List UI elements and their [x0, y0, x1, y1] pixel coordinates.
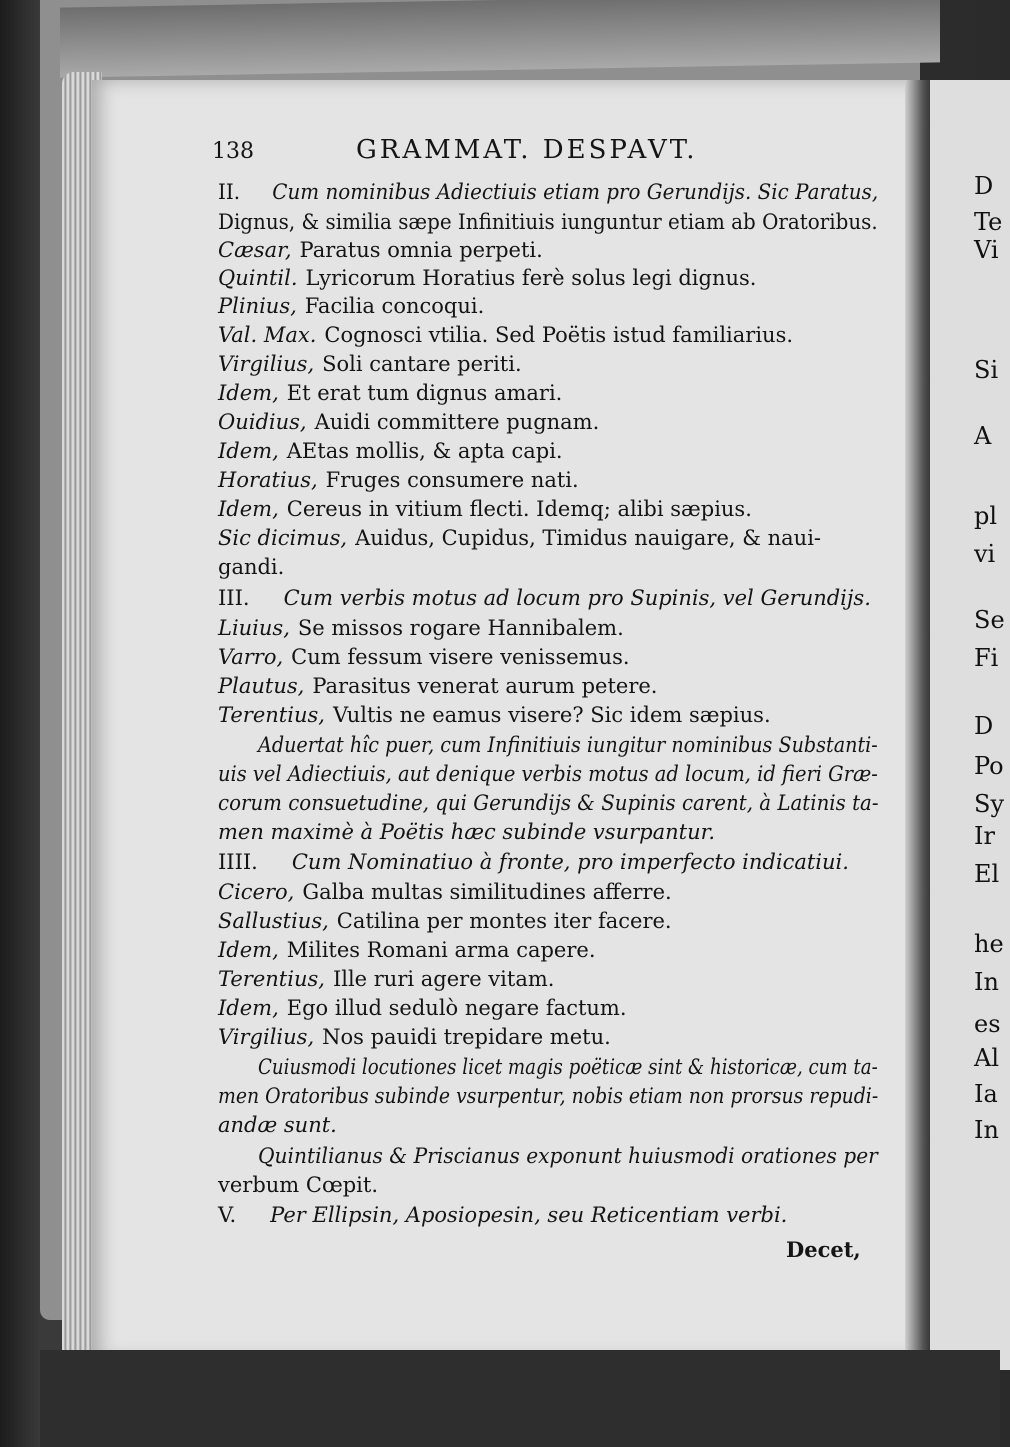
line-text: Parasitus venerat aurum petere. [312, 674, 658, 698]
right-page-fragment: pl [974, 502, 998, 530]
text-line [218, 762, 878, 786]
line-lead: Idem, [218, 497, 279, 521]
text-line [218, 967, 554, 991]
text-line [218, 439, 563, 463]
right-page-fragment: Se [974, 606, 1005, 634]
line-text: men maximè à Poëtis hæc subinde vsurpantur. [218, 820, 715, 844]
line-text: Cognosci vtilia. Sed Poëtis istud familiarius. [324, 323, 794, 347]
line-lead: Idem, [218, 439, 279, 463]
line-lead: Val. Max. [218, 323, 317, 347]
right-page-fragment: Ia [974, 1080, 998, 1108]
text-line [218, 497, 752, 521]
text-line [218, 555, 284, 579]
line-lead: Horatius, [218, 468, 318, 492]
text-line [218, 323, 793, 347]
line-text: Et erat tum dignus amari. [286, 381, 563, 405]
line-text: andæ sunt. [218, 1113, 337, 1137]
text-line [218, 180, 878, 204]
catchword: Decet, [786, 1237, 861, 1262]
running-title: GRAMMAT. DESPAVT. [356, 135, 698, 165]
page-number: 138 [212, 139, 254, 164]
text-line [218, 616, 624, 640]
line-text: Milites Romani arma capere. [286, 938, 596, 962]
line-lead: Sallustius, [218, 909, 329, 933]
text-line [218, 1113, 337, 1137]
text-line [218, 791, 879, 815]
text-line [218, 526, 821, 550]
line-lead: V. [218, 1203, 237, 1227]
right-page-fragment: vi [974, 540, 996, 568]
bottom-shadow [40, 1350, 1000, 1447]
line-text: Facilia concoqui. [304, 294, 485, 318]
line-text: Ille ruri agere vitam. [332, 967, 555, 991]
line-text: Cum nominibus Adiectiuis etiam pro Gerundijs. Sic Paratus, [272, 180, 879, 204]
right-page-edge [930, 80, 1010, 1370]
right-page-fragment: Al [974, 1044, 1000, 1072]
right-page-fragment: Te [974, 208, 1003, 236]
right-page-fragment: In [974, 1116, 999, 1144]
text-line [218, 938, 596, 962]
text-line [218, 703, 771, 727]
line-text: Auidi committere pugnam. [314, 410, 600, 434]
text-line [218, 586, 871, 610]
line-lead: Plautus, [218, 674, 305, 698]
line-text: verbum Cœpit. [218, 1173, 378, 1197]
line-lead: Virgilius, [218, 1025, 315, 1049]
line-text: AEtas mollis, & apta capi. [286, 439, 563, 463]
line-lead: Plinius, [218, 294, 297, 318]
right-page-fragment: D [974, 712, 994, 740]
right-page-fragment: Si [974, 356, 999, 384]
line-lead: IIII. [218, 850, 258, 874]
text-line [218, 238, 543, 262]
right-page-fragment: Sy [974, 790, 1004, 818]
text-line [218, 674, 657, 698]
line-text: men Oratoribus subinde vsurpentur, nobis etiam non prorsus repudi- [218, 1084, 879, 1108]
right-page-fragment: Fi [974, 644, 999, 672]
text-line [218, 1203, 787, 1227]
right-page-fragment: he [974, 930, 1004, 958]
text-line [218, 410, 599, 434]
line-text: Galba multas similitudines afferre. [302, 880, 672, 904]
line-text: Cum fessum visere venissemus. [291, 645, 630, 669]
line-text: Ego illud sedulò negare factum. [286, 996, 627, 1020]
line-text: Quintilianus & Priscianus exponunt huiusmodi orationes per [258, 1144, 878, 1168]
text-line [218, 1084, 878, 1108]
line-lead: Cicero, [218, 880, 295, 904]
line-text: Dignus, & similia sæpe Infinitiuis iunguntur etiam ab Oratoribus. [218, 210, 878, 234]
line-text: Catilina per montes iter facere. [336, 909, 672, 933]
text-line [218, 880, 672, 904]
right-page-fragment: es [974, 1010, 1001, 1038]
right-page-fragment: In [974, 968, 999, 996]
line-text: Vultis ne eamus visere? Sic idem sæpius. [332, 703, 771, 727]
text-line [218, 352, 522, 376]
line-lead: Terentius, [218, 967, 325, 991]
text-line [218, 294, 484, 318]
line-lead: Liuius, [218, 616, 290, 640]
text-line [218, 645, 630, 669]
line-text: uis vel Adiectiuis, aut denique verbis motus ad locum, id fieri Græ- [218, 762, 878, 786]
text-line [218, 266, 756, 290]
right-page-fragment: A [974, 422, 992, 450]
line-text: Cum Nominatiuo à fronte, pro imperfecto indicatiui. [291, 850, 849, 874]
text-line [218, 996, 627, 1020]
line-text: Paratus omnia perpeti. [299, 238, 543, 262]
text-line [218, 210, 878, 234]
line-text: Fruges consumere nati. [325, 468, 579, 492]
line-lead: II. [218, 180, 241, 204]
line-lead: Ouidius, [218, 410, 307, 434]
line-text: Soli cantare periti. [322, 352, 522, 376]
right-page-fragment: D [974, 172, 994, 200]
text-line [218, 1025, 611, 1049]
text-line [258, 1144, 878, 1168]
line-lead: Quintil. [218, 266, 298, 290]
text-line [218, 820, 715, 844]
line-text: Per Ellipsin, Aposiopesin, seu Reticentiam verbi. [270, 1203, 788, 1227]
line-lead: III. [218, 586, 250, 610]
line-lead: Idem, [218, 996, 279, 1020]
line-text: Cum verbis motus ad locum pro Supinis, vel Gerundijs. [283, 586, 871, 610]
text-line [218, 1173, 378, 1197]
line-lead: Terentius, [218, 703, 325, 727]
line-lead: Virgilius, [218, 352, 315, 376]
text-line [218, 909, 672, 933]
line-text: Nos pauidi trepidare metu. [322, 1025, 611, 1049]
text-line [258, 733, 878, 757]
right-page-fragment: Ir [974, 822, 995, 850]
text-line [218, 381, 562, 405]
line-lead: Sic dicimus, [218, 526, 348, 550]
right-page-fragment: Vi [974, 236, 999, 264]
line-lead: Cæsar, [218, 238, 292, 262]
line-text: Cuiusmodi locutiones licet magis poëticæ sint & historicæ, cum ta- [258, 1055, 878, 1079]
text-line [258, 1055, 878, 1079]
right-page-fragment: Po [974, 752, 1004, 780]
line-text: Aduertat hîc puer, cum Infinitiuis iungitur nominibus Substanti- [258, 733, 878, 757]
line-lead: Idem, [218, 381, 279, 405]
text-line [218, 468, 579, 492]
right-page-fragment: El [974, 860, 1000, 888]
line-text: gandi. [218, 555, 285, 579]
line-text: Cereus in vitium flecti. Idemq; alibi sæpius. [286, 497, 752, 521]
line-text: Auidus, Cupidus, Timidus nauigare, & naui- [355, 526, 822, 550]
line-text: Se missos rogare Hannibalem. [297, 616, 624, 640]
line-text: corum consuetudine, qui Gerundijs & Supinis carent, à Latinis ta- [218, 791, 879, 815]
line-text: Lyricorum Horatius ferè solus legi dignus. [305, 266, 757, 290]
text-line [218, 850, 849, 874]
line-lead: Idem, [218, 938, 279, 962]
line-lead: Varro, [218, 645, 284, 669]
